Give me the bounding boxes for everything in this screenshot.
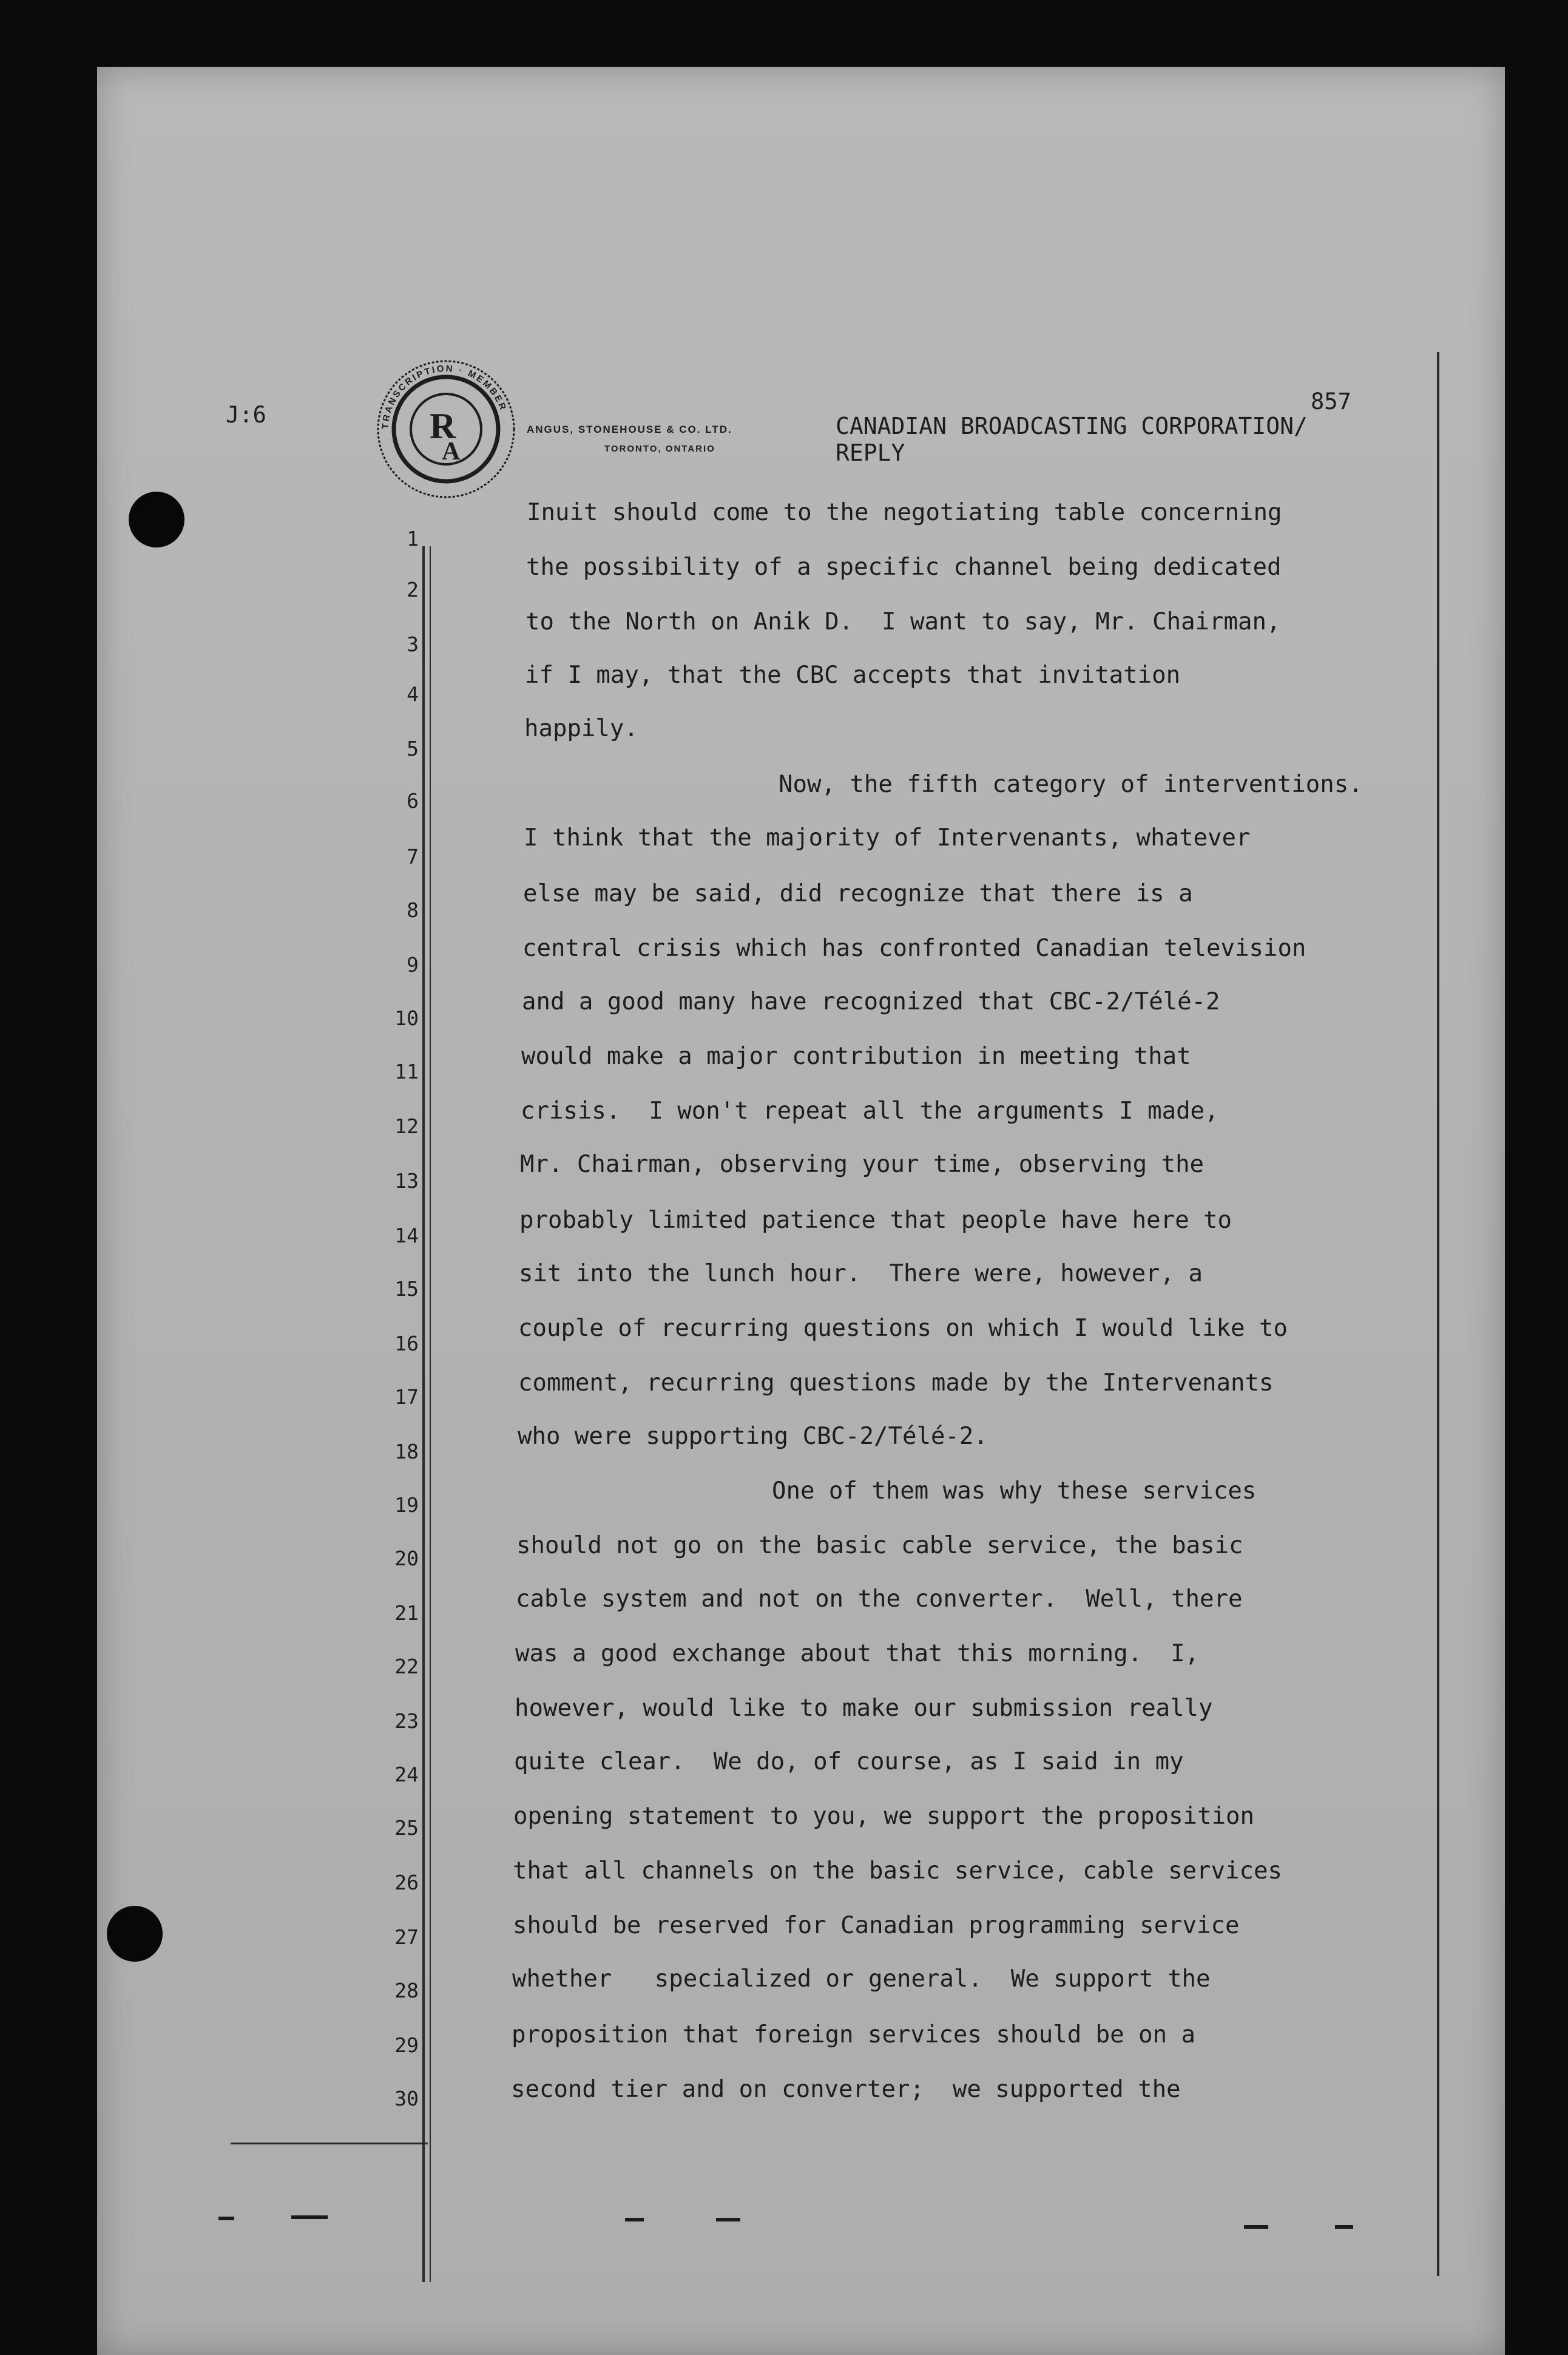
binder-hole-bottom: [107, 1906, 163, 1962]
page-number: 857: [1311, 388, 1351, 415]
line-number: 10: [394, 1006, 419, 1030]
line-number: 6: [407, 789, 419, 813]
line-number: 29: [394, 2033, 419, 2057]
transcript-line: sit into the lunch hour. There were, however, a: [519, 1260, 1203, 1287]
transcript-line: else may be said, did recognize that there is a: [523, 880, 1193, 907]
line-number: 20: [394, 1547, 419, 1570]
transcript-line: Mr. Chairman, observing your time, observing the: [520, 1151, 1205, 1178]
header-title-line-1: CANADIAN BROADCASTING CORPORATION/: [836, 413, 1308, 439]
line-number: 8: [407, 898, 419, 922]
line-number: 30: [394, 2087, 419, 2110]
transcript-line: comment, recurring questions made by the Intervenants: [518, 1369, 1274, 1397]
line-number: 11: [394, 1060, 419, 1083]
transcript-line: to the North on Anik D. I want to say, Mr. Chairman,: [525, 608, 1281, 635]
transcript-line: would make a major contribution in meeting that: [521, 1043, 1191, 1070]
line-number: 12: [394, 1114, 419, 1138]
right-margin-rule: [1437, 352, 1439, 2276]
transcript-line: I think that the majority of Intervenants, whatever: [524, 824, 1251, 852]
footer-mark: [628, 2218, 644, 2221]
line-number: 28: [394, 1979, 419, 2002]
transcript-line: was a good exchange about that this morning. I,: [515, 1640, 1200, 1667]
transcript-line: the possibility of a specific channel being dedicated: [526, 554, 1282, 581]
line-number: 25: [394, 1816, 419, 1840]
line-number: 7: [407, 845, 419, 869]
transcript-line: and a good many have recognized that CBC-2/Télé-2: [522, 988, 1220, 1015]
transcript-line: who were supporting CBC-2/Télé-2.: [518, 1423, 988, 1450]
transcript-line: proposition that foreign services should be on a: [512, 2021, 1196, 2048]
transcript-line: opening statement to you, we support the proposition: [513, 1803, 1254, 1830]
line-number: 27: [394, 1925, 419, 1949]
footer-mark: [291, 2215, 328, 2219]
line-number: 19: [394, 1493, 419, 1517]
transcript-line: that all channels on the basic service, cable services: [513, 1857, 1282, 1885]
transcript-line: should be reserved for Canadian programming service: [513, 1912, 1240, 1939]
transcript-line: happily.: [524, 715, 638, 742]
line-number: 9: [407, 953, 419, 977]
line-number: 17: [394, 1385, 419, 1409]
transcript-line: couple of recurring questions on which I would like to: [518, 1315, 1288, 1342]
transcript-line: central crisis which has confronted Canadian television: [522, 935, 1306, 962]
footer-mark: [716, 2218, 740, 2221]
header-title-line-2: REPLY: [836, 439, 905, 466]
line-number: 24: [394, 1763, 419, 1786]
line-number: 16: [394, 1332, 419, 1355]
transcript-line: whether specialized or general. We support the: [512, 1965, 1211, 1993]
transcript-line: quite clear. We do, of course, as I said in my: [514, 1748, 1184, 1775]
seal-label: TRANSCRIPTION · MEMBER: [380, 363, 509, 430]
line-number: 14: [394, 1224, 419, 1247]
line-number: 26: [394, 1871, 419, 1894]
transcript-line: if I may, that the CBC accepts that invitation: [525, 662, 1181, 689]
line-number: 13: [394, 1169, 419, 1193]
footer-mark: [218, 2217, 234, 2220]
transcript-line: Now, the fifth category of interventions.: [779, 771, 1363, 798]
page-code: J:6: [226, 402, 266, 428]
svg-text:R: R: [430, 406, 456, 446]
header-title: [836, 413, 1308, 466]
line-number: 2: [407, 578, 419, 601]
binder-hole-top: [129, 492, 184, 547]
firm-name: ANGUS, STONEHOUSE & CO. LTD.: [527, 424, 732, 435]
svg-text:A: A: [442, 438, 461, 466]
transcript-line: however, would like to make our submission really: [515, 1695, 1213, 1722]
transcript-line: should not go on the basic cable service, the basic: [516, 1532, 1243, 1559]
transcript-line: probably limited patience that people have here to: [519, 1207, 1232, 1234]
line-number: 15: [394, 1277, 419, 1301]
line-number: 22: [394, 1655, 419, 1678]
line-number: 1: [407, 527, 419, 551]
line-number: 3: [407, 632, 419, 656]
firm-city: TORONTO, ONTARIO: [604, 444, 715, 454]
line-number: 23: [394, 1709, 419, 1733]
transcript-line: One of them was why these services: [772, 1477, 1257, 1505]
line-number: 21: [394, 1601, 419, 1625]
line-number-column: [364, 67, 437, 2252]
footer-mark: [1244, 2225, 1268, 2229]
footer-mark: [1335, 2225, 1353, 2229]
line-number: 18: [394, 1440, 419, 1463]
line-number: 5: [407, 737, 419, 761]
line-number: 4: [407, 682, 419, 706]
transcript-page: [97, 67, 1505, 2355]
transcript-line: second tier and on converter; we supported the: [511, 2076, 1181, 2103]
transcript-line: crisis. I won't repeat all the arguments I made,: [521, 1097, 1219, 1125]
transcript-line: Inuit should come to the negotiating table concerning: [527, 499, 1282, 526]
transcript-line: cable system and not on the converter. Well, there: [516, 1585, 1243, 1613]
